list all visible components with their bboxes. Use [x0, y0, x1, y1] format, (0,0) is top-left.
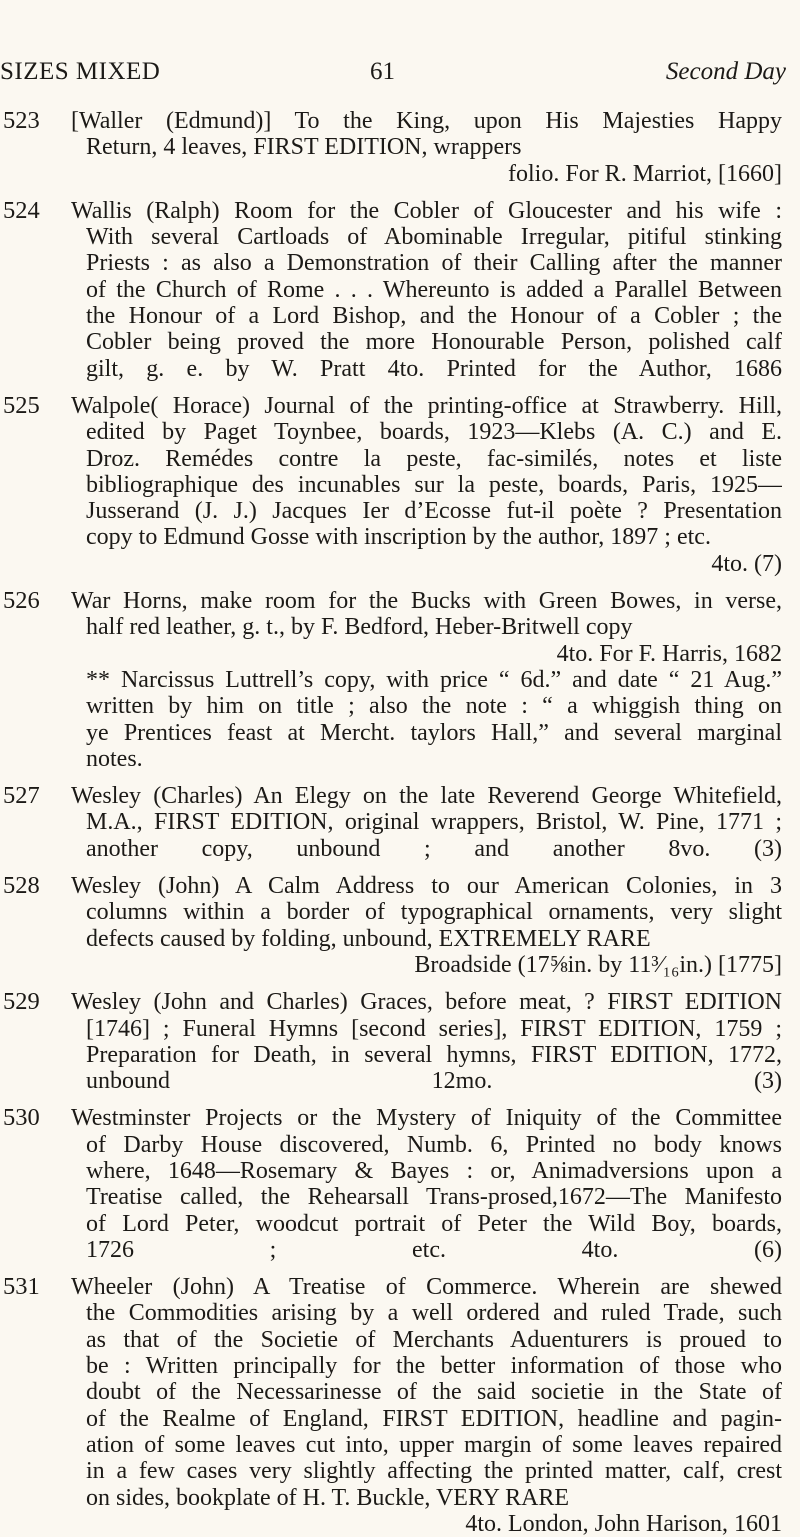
entry-line: With several Cartloads of Abominable Irregular, pitiful stinking [86, 224, 782, 251]
catalogue-entry [0, 989, 800, 1094]
entry-line: ye Prentices feast at Mercht. taylors Hall,” and several marginal [86, 719, 782, 746]
lot-number: 525 [3, 391, 40, 419]
entry-line: edited by Paget Toynbee, boards, 1923—Klebs (A. C.) and E. [86, 419, 782, 446]
entry-line: the Honour of a Lord Bishop, and the Honour of a Cobler ; the [86, 303, 782, 330]
entry-line: of Darby House discovered, Numb. 6, Printed no body knows [86, 1131, 782, 1158]
catalogue-entry [0, 198, 800, 382]
entry-line: 4to. For F. Harris, 1682 [556, 640, 782, 667]
entry-line: gilt, g. e. by W. Pratt 4to. Printed for the Author, 1686 [86, 355, 782, 382]
entry-line: the Commodities arising by a well ordered and ruled Trade, such [86, 1300, 782, 1327]
entry-line: be : Written principally for the better information of those who [86, 1353, 782, 1380]
entry-line: Wesley (John and Charles) Graces, before meat, ? FIRST EDITION [71, 989, 782, 1016]
entry-line: Walpole( Horace) Journal of the printing-office at Strawberry. Hill, [71, 392, 782, 419]
entry-line: defects caused by folding, unbound, EXTREMELY RARE [86, 925, 651, 952]
entry-line: Wesley (John) A Calm Address to our American Colonies, in 3 [71, 873, 782, 900]
entry-line: Jusserand (J. J.) Jacques Ier d’Ecosse fut-il poète ? Presentation [86, 498, 782, 525]
lot-number: 524 [3, 196, 40, 224]
entry-line: Westminster Projects or the Mystery of Iniquity of the Committee [71, 1105, 782, 1132]
entry-spacer [0, 862, 800, 873]
entry-line: Wheeler (John) A Treatise of Commerce. Wherein are shewed [71, 1274, 782, 1301]
entry-line: Return, 4 leaves, FIRST EDITION, wrappers [86, 134, 522, 161]
catalogue-entry [0, 393, 800, 577]
entry-line: columns within a border of typographical ornaments, very slight [86, 899, 782, 926]
entry-line: on sides, bookplate of H. T. Buckle, VERY RARE [86, 1484, 570, 1511]
entry-line: Wesley (Charles) An Elegy on the late Reverend George Whitefield, [71, 783, 782, 810]
entry-line: doubt of the Necessarinesse of the said societie in the State of [86, 1379, 782, 1406]
lot-number: 529 [3, 988, 40, 1016]
entry-line: notes. [86, 745, 143, 772]
catalogue-entry [0, 1274, 800, 1537]
entry-line: Treatise called, the Rehearsall Trans-prosed,1672—The Manifesto [86, 1184, 782, 1211]
entry-line: as that of the Societie of Merchants Aduenturers is proued to [86, 1326, 782, 1353]
lot-number: 526 [3, 587, 40, 615]
lot-number: 530 [3, 1104, 40, 1132]
catalogue-entries [0, 108, 800, 1537]
entry-spacer [0, 978, 800, 989]
entry-line: Cobler being proved the more Honourable Person, polished calf [86, 329, 782, 356]
entry-line: another copy, unbound ; and another 8vo. (3) [86, 835, 782, 862]
entry-line: copy to Edmund Gosse with inscription by the author, 1897 ; etc. [86, 524, 711, 551]
entry-line: War Horns, make room for the Bucks with Green Bowes, in verse, [71, 588, 782, 615]
entry-line: of the Realme of England, FIRST EDITION, headline and pagin- [86, 1405, 782, 1432]
entry-line: M.A., FIRST EDITION, original wrappers, Bristol, W. Pine, 1771 ; [86, 809, 782, 836]
entry-line: of Lord Peter, woodcut portrait of Peter the Wild Boy, boards, [86, 1210, 782, 1237]
entry-line: of the Church of Rome . . . Whereunto is added a Parallel Between [86, 276, 782, 303]
catalogue-entry [0, 108, 800, 187]
entry-line: Preparation for Death, in several hymns, FIRST EDITION, 1772, [86, 1041, 782, 1068]
page-number: 61 [370, 58, 395, 85]
sale-day: Second Day [665, 58, 786, 85]
entry-spacer [0, 577, 800, 588]
entry-line: Wallis (Ralph) Room for the Cobler of Gloucester and his wife : [71, 197, 782, 224]
entry-line: ation of some leaves cut into, upper margin of some leaves repaired [86, 1431, 782, 1458]
lot-number: 531 [3, 1273, 40, 1301]
entry-line: half red leather, g. t., by F. Bedford, Heber-Britwell copy [86, 614, 633, 641]
catalogue-entry [0, 1105, 800, 1263]
entry-line: where, 1648—Rosemary & Bayes : or, Animadversions upon a [86, 1157, 782, 1184]
catalogue-entry [0, 588, 800, 772]
entry-spacer [0, 382, 800, 393]
entry-line: written by him on title ; also the note : “ a whiggish thing on [86, 693, 782, 720]
entry-spacer [0, 1094, 800, 1105]
entry-spacer [0, 1263, 800, 1274]
catalogue-entry [0, 783, 800, 862]
entry-line: unbound 12mo. (3) [86, 1068, 782, 1095]
entry-spacer [0, 187, 800, 198]
entry-line: ** Narcissus Luttrell’s copy, with price “ 6d.” and date “ 21 Aug.” [86, 666, 782, 693]
entry-line: bibliographique des incunables sur la peste, boards, Paris, 1925— [86, 471, 782, 498]
lot-number: 523 [3, 107, 40, 134]
entry-line: 4to. (7) [711, 550, 782, 577]
entry-line: [Waller (Edmund)] To the King, upon His Majesties Happy [71, 108, 782, 134]
lot-number: 528 [3, 872, 40, 900]
entry-line: Priests : as also a Demonstration of their Calling after the manner [86, 250, 782, 277]
entry-line: Broadside (17⅝in. by 11³⁄₁₆in.) [1775] [414, 951, 782, 978]
catalogue-entry [0, 873, 800, 978]
entry-spacer [0, 772, 800, 783]
entry-line: 4to. London, John Harison, 1601 [465, 1510, 782, 1537]
entry-line: 1726 ; etc. 4to. (6) [86, 1236, 782, 1263]
section-title: SIZES MIXED [0, 58, 161, 85]
lot-number: 527 [3, 782, 40, 810]
entry-line: folio. For R. Marriot, [1660] [508, 160, 782, 187]
entry-line: in a few cases very slightly affecting the printed matter, calf, crest [86, 1458, 782, 1485]
entry-line: [1746] ; Funeral Hymns [second series], FIRST EDITION, 1759 ; [86, 1015, 782, 1042]
page-header [0, 58, 800, 98]
entry-line: Droz. Remédes contre la peste, fac-similés, notes et liste [86, 445, 782, 472]
